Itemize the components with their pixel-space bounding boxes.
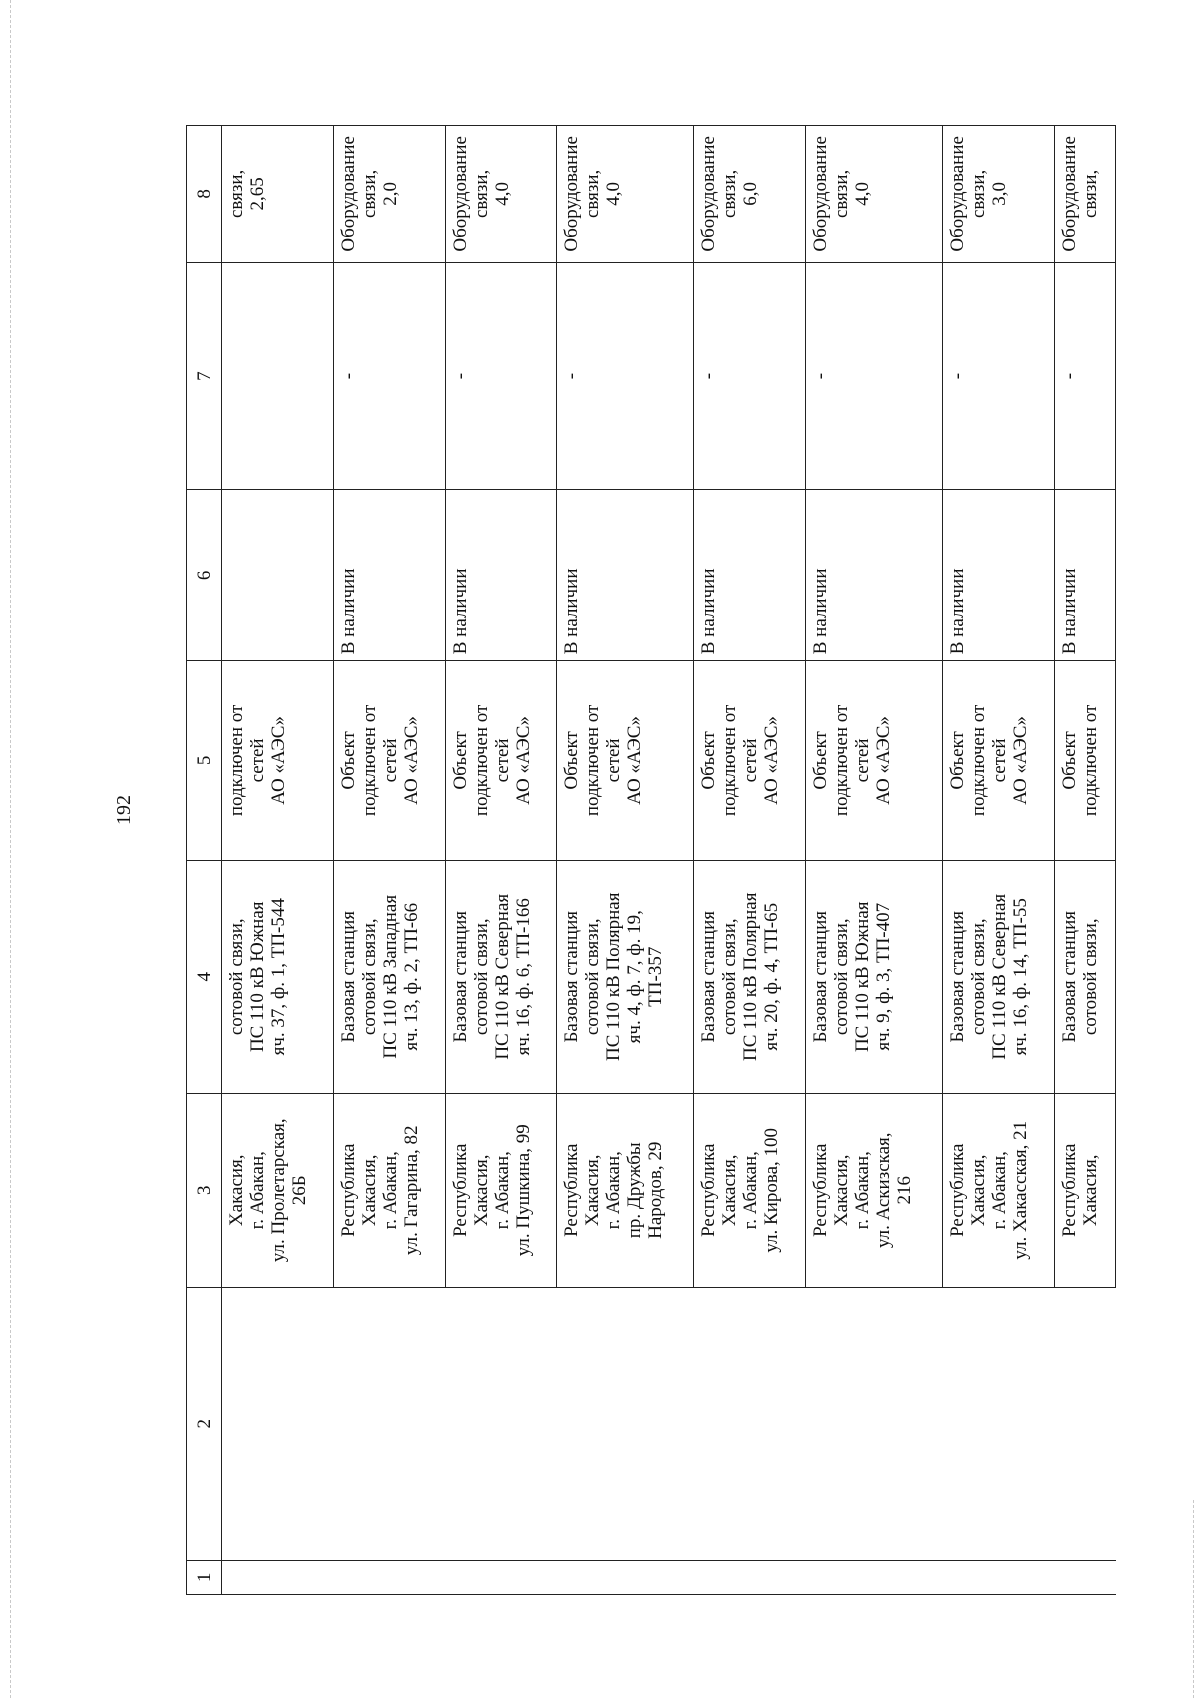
- column-header-8: 8: [187, 126, 222, 263]
- column-header-7: 7: [187, 262, 222, 490]
- table-cell-4: Базовая станция сотовой связи, ПС 110 кВ Западная яч. 13, ф. 2, ТП-66: [333, 860, 445, 1093]
- column-header-3: 3: [187, 1093, 222, 1287]
- table-cell-3: Республика Хакасия,: [1054, 1093, 1115, 1287]
- table-cell-7: -: [1054, 262, 1115, 490]
- table-cell-1: [333, 1560, 445, 1594]
- table-cell-8: Оборудование связи, 2,0: [333, 126, 445, 263]
- table-cell-3: Хакасия, г. Абакан, ул. Пролетарская, 26Б: [222, 1093, 334, 1287]
- table-header-row: [187, 126, 222, 1595]
- table-cell-4: Базовая станция сотовой связи, ПС 110 кВ Полярная яч. 4, ф. 7, ф. 19, ТП-357: [557, 860, 694, 1093]
- table-cell-7: -: [333, 262, 445, 490]
- table-cell-2: [333, 1287, 445, 1560]
- table-row: [694, 126, 806, 1595]
- table-body: [222, 126, 1116, 1595]
- table-row: [1054, 126, 1115, 1595]
- scan-edge-right: [1193, 1500, 1194, 1698]
- table-cell-1: [222, 1560, 334, 1594]
- table-row: [333, 126, 445, 1595]
- table-cell-5: Объект подключен от сетей АО «АЭС»: [445, 661, 557, 860]
- table-cell-8: Оборудование связи, 4,0: [805, 126, 942, 263]
- table-cell-3: Республика Хакасия, г. Абакан, ул. Хакасская, 21: [942, 1093, 1054, 1287]
- table-cell-3: Республика Хакасия, г. Абакан, ул. Аскизская, 216: [805, 1093, 942, 1287]
- table-cell-5: Объект подключен от сетей АО «АЭС»: [694, 661, 806, 860]
- table-cell-5: подключен от сетей АО «АЭС»: [222, 661, 334, 860]
- table-cell-8: Оборудование связи,: [1054, 126, 1115, 263]
- table-cell-5: Объект подключен от сетей АО «АЭС»: [805, 661, 942, 860]
- table-cell-3: Республика Хакасия, г. Абакан, ул. Кирова, 100: [694, 1093, 806, 1287]
- table-cell-1: [1054, 1560, 1115, 1594]
- table-cell-6: В наличии: [805, 490, 942, 661]
- table-cell-2: [222, 1287, 334, 1560]
- table-container: [186, 125, 1116, 1595]
- table-cell-1: [805, 1560, 942, 1594]
- table-cell-6: В наличии: [445, 490, 557, 661]
- table-cell-2: [942, 1287, 1054, 1560]
- table-cell-5: Объект подключен от сетей АО «АЭС»: [333, 661, 445, 860]
- table-cell-4: Базовая станция сотовой связи, ПС 110 кВ Северная яч. 16, ф. 6, ТП-166: [445, 860, 557, 1093]
- table-cell-8: Оборудование связи, 4,0: [445, 126, 557, 263]
- table-cell-8: Оборудование связи, 3,0: [942, 126, 1054, 263]
- table-row: [805, 126, 942, 1595]
- table-cell-2: [445, 1287, 557, 1560]
- table-cell-3: Республика Хакасия, г. Абакан, пр. Дружбы Народов, 29: [557, 1093, 694, 1287]
- column-header-2: 2: [187, 1287, 222, 1560]
- table-cell-6: [222, 490, 334, 661]
- table-cell-6: В наличии: [557, 490, 694, 661]
- table-cell-5: Объект подключен от сетей АО «АЭС»: [557, 661, 694, 860]
- table-row: [445, 126, 557, 1595]
- table-cell-7: -: [694, 262, 806, 490]
- table-cell-7: -: [805, 262, 942, 490]
- table-cell-4: Базовая станция сотовой связи, ПС 110 кВ Северная яч. 16, ф. 14, ТП-55: [942, 860, 1054, 1093]
- table-cell-2: [805, 1287, 942, 1560]
- table-cell-6: В наличии: [1054, 490, 1115, 661]
- table-cell-1: [942, 1560, 1054, 1594]
- table-cell-2: [694, 1287, 806, 1560]
- table-cell-8: Оборудование связи, 4,0: [557, 126, 694, 263]
- table-cell-8: связи, 2,65: [222, 126, 334, 263]
- table-cell-6: В наличии: [694, 490, 806, 661]
- table-cell-4: Базовая станция сотовой связи, ПС 110 кВ Южная яч. 9, ф. 3, ТП-407: [805, 860, 942, 1093]
- table-cell-5: Объект подключен от: [1054, 661, 1115, 860]
- table-cell-7: [222, 262, 334, 490]
- table-cell-6: В наличии: [942, 490, 1054, 661]
- table-cell-4: сотовой связи, ПС 110 кВ Южная яч. 37, ф. 1, ТП-544: [222, 860, 334, 1093]
- page-number: 192: [113, 795, 135, 825]
- column-header-6: 6: [187, 490, 222, 661]
- table-cell-5: Объект подключен от сетей АО «АЭС»: [942, 661, 1054, 860]
- column-header-5: 5: [187, 661, 222, 860]
- table-cell-6: В наличии: [333, 490, 445, 661]
- column-header-1: 1: [187, 1560, 222, 1594]
- table-row: [222, 126, 334, 1595]
- table-cell-3: Республика Хакасия, г. Абакан, ул. Пушкина, 99: [445, 1093, 557, 1287]
- table-cell-2: [557, 1287, 694, 1560]
- scan-edge-left: [10, 0, 11, 1698]
- table-cell-1: [445, 1560, 557, 1594]
- table-row: [557, 126, 694, 1595]
- table-cell-8: Оборудование связи, 6,0: [694, 126, 806, 263]
- table-cell-4: Базовая станция сотовой связи,: [1054, 860, 1115, 1093]
- table-row: [942, 126, 1054, 1595]
- table-cell-2: [1054, 1287, 1115, 1560]
- data-table: [186, 125, 1116, 1595]
- column-header-4: 4: [187, 860, 222, 1093]
- table-cell-7: -: [557, 262, 694, 490]
- table-cell-1: [694, 1560, 806, 1594]
- table-cell-3: Республика Хакасия, г. Абакан, ул. Гагарина, 82: [333, 1093, 445, 1287]
- table-cell-4: Базовая станция сотовой связи, ПС 110 кВ Полярная яч. 20, ф. 4, ТП-65: [694, 860, 806, 1093]
- table-cell-1: [557, 1560, 694, 1594]
- table-cell-7: -: [942, 262, 1054, 490]
- table-cell-7: -: [445, 262, 557, 490]
